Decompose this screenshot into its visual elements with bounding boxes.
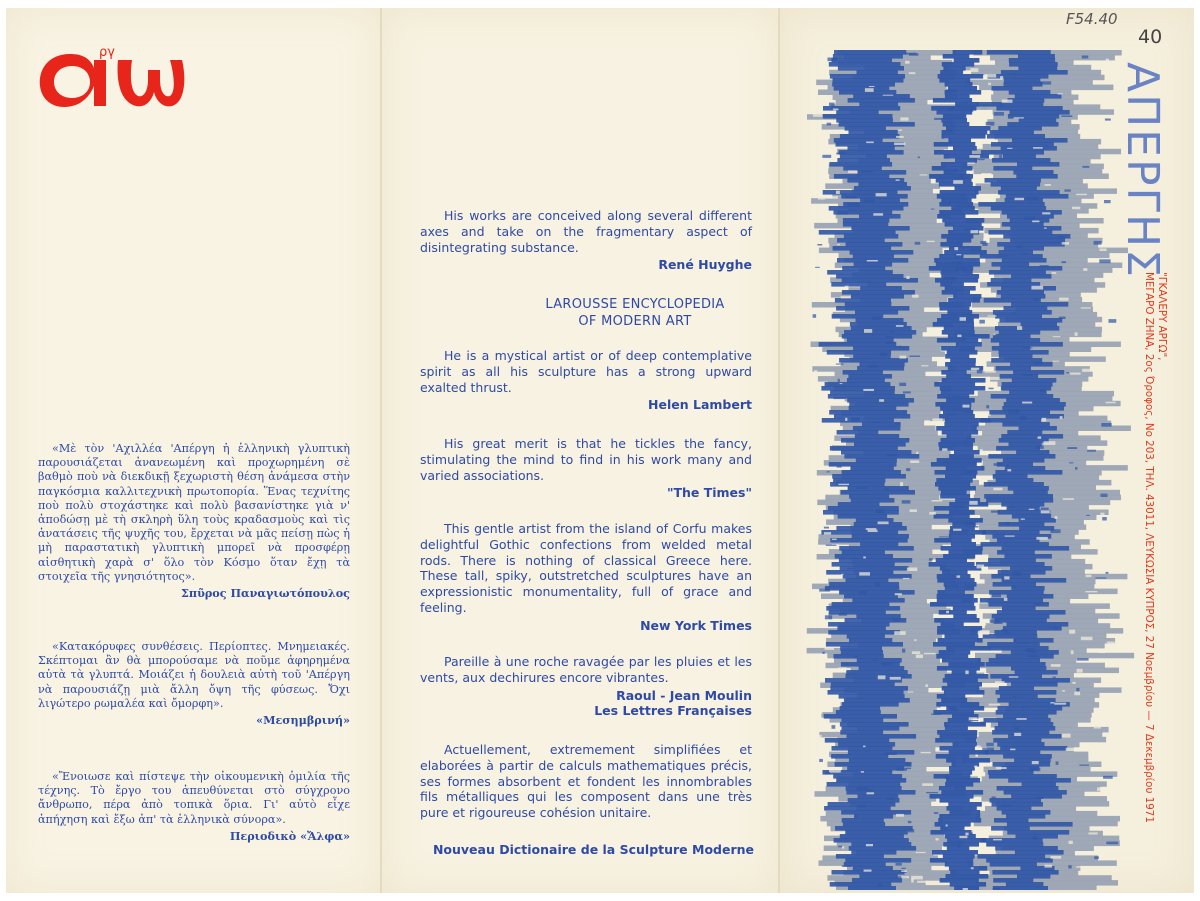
fold-line [380,8,382,893]
larousse-heading [500,296,770,330]
quote-source: Raoul - Jean Moulin [616,687,752,703]
gallery-name: "ΓΚΑΛΕΡΥ ΑΡΓΩ", [1156,272,1168,361]
handwritten-number: 40 [1138,26,1163,48]
quote-moulin [420,654,752,719]
handwritten-reference: F54.40 [1066,10,1118,28]
quote-source: Περιοδικὸ «Ἄλφα» [229,828,350,843]
greek-quote-2 [38,640,350,727]
quote-source: René Huyghe [658,257,752,273]
quote-source-publication: Les Lettres Françaises [594,703,752,719]
quote-nytimes [420,521,752,634]
heading-line: OF MODERN ART [578,314,692,329]
quote-text: He is a mystical artist or of deep contemplative spirit as all his sculpture has a strong upward exalted thrust. [420,348,752,395]
quote-source: New York Times [640,617,752,633]
fold-line [778,8,780,893]
quote-source: Nouveau Dictionaire de la Sculpture Moderne [432,842,754,857]
quote-source: "The Times" [666,485,752,501]
exhibition-info [1143,272,1168,823]
greek-quote-3 [38,770,350,843]
quote-text: «Μὲ τὸν 'Αχιλλέα 'Απέργη ἡ ἑλληνικὴ γλυπτικὴ παρουσιάζεται ἀνανεωμένη καὶ προχωρημένη σὲ βαθμὸ ποὺ νὰ διεκδικῇ ξεχωριστὴ θέση ἀνάμεσα στὴν παγκόσμια καλλιτεχνικὴ πρωτοπορία. Ἕνας τεχνίτης ποὺ πολὺ στοχάστηκε καὶ πολὺ βασανίστηκε γιὰ ν' ἀποδώσῃ μὲ τὴ σκληρὴ ὕλη τοὺς κραδασμοὺς καὶ τὶς ἀνατάσεις τῆς ψυχῆς του, ἔρχεται νὰ μᾶς πείσῃ πὼς ἡ μὴ παραστατικὴ γλυπτικὴ μπορεῖ νὰ προσφέρῃ αἰσθητικὴ χαρὰ σ' ὅλο τὸν Κόσμο ὅταν ἔχῃ τὰ στοιχεῖα τῆς γνησιότητος». [38,442,350,583]
quote-text: This gentle artist from the island of Corfu makes delightful Gothic confections from welded metal rods. There is nothing of classical Greece here. These tall, spiky, outstretched sculptures have an expressionistic monumentality, full of grace and feeling. [420,521,752,615]
quote-text: His great merit is that he tickles the fancy, stimulating the mind to find in his work many and varied associations. [420,436,752,483]
quote-source: «Μεσημβρινή» [256,713,350,728]
heading-line: LAROUSSE ENCYCLOPEDIA [545,297,725,312]
quote-dictionnaire [420,742,752,821]
quote-text: Pareille à une roche ravagée par les pluies et les vents, aux dechirures encore vibrantes. [420,654,752,685]
quote-huyghe [420,208,752,273]
quote-source: Σπῦρος Παναγιωτόπουλος [181,586,350,601]
quote-text: His works are conceived along several different axes and take on the fragmentary aspect of disintegrating substance. [420,208,752,255]
argo-logo [36,40,186,114]
quote-source: Helen Lambert [648,397,752,413]
logo-text: ργ [99,45,115,60]
quote-lambert [420,348,752,413]
quote-times [420,436,752,501]
sculpture-image [790,50,1140,890]
quote-text: «Κατακόρυφες συνθέσεις. Περίοπτες. Μνημειακές. Σκέπτομαι ἂν θὰ μπορούσαμε νὰ ποῦμε ἀφηρημένα αὐτὰ τὰ γλυπτά. Μοιάζει ἡ δουλειὰ αὐτὴ τοῦ 'Απέργη νὰ παρουσιάζῃ μιὰ ἄλλη ὄψη τῆς φύσεως. Ὄχι λιγώτερο ρωμαλέα καὶ ὄμορφη». [38,640,350,710]
greek-quote-1 [38,442,350,600]
artist-title: ΑΠΕΡΓΗΣ [1117,62,1168,279]
exhibition-address-dates: ΜΕΓΑΡΟ ΖΗΝΑ, 2ος Όροφος, Νο 203, ΤΗΛ. 43011, ΛΕΥΚΩΣΙΑ ΚΥΠΡΟΣ, 27 Νοεμβρίου — 7 Δεκεμβρίου 1971 [1143,272,1156,823]
quote-text: Actuellement, extremement simplifiées et elaborées à partir de calculs mathematiques précis, ses formes absorbent et fondent les innombrables fils métalliques qui les composent dans une très pure et rigoureuse cohésion unitaire. [420,742,752,821]
quote-text: «Ἔνοιωσε καὶ πίστεψε τὴν οἰκουμενικὴ ὁμιλία τῆς τέχνης. Τὸ ἔργο του ἀπευθύνεται στὸ σύγχρονο ἄνθρωπο, πέρα ἀπὸ τοπικὰ ὅρια. Γι' αὐτὸ εἶχε ἀπήχηση καὶ ἔξω ἀπ' τὰ ἑλληνικὰ σύνορα». [38,770,350,826]
